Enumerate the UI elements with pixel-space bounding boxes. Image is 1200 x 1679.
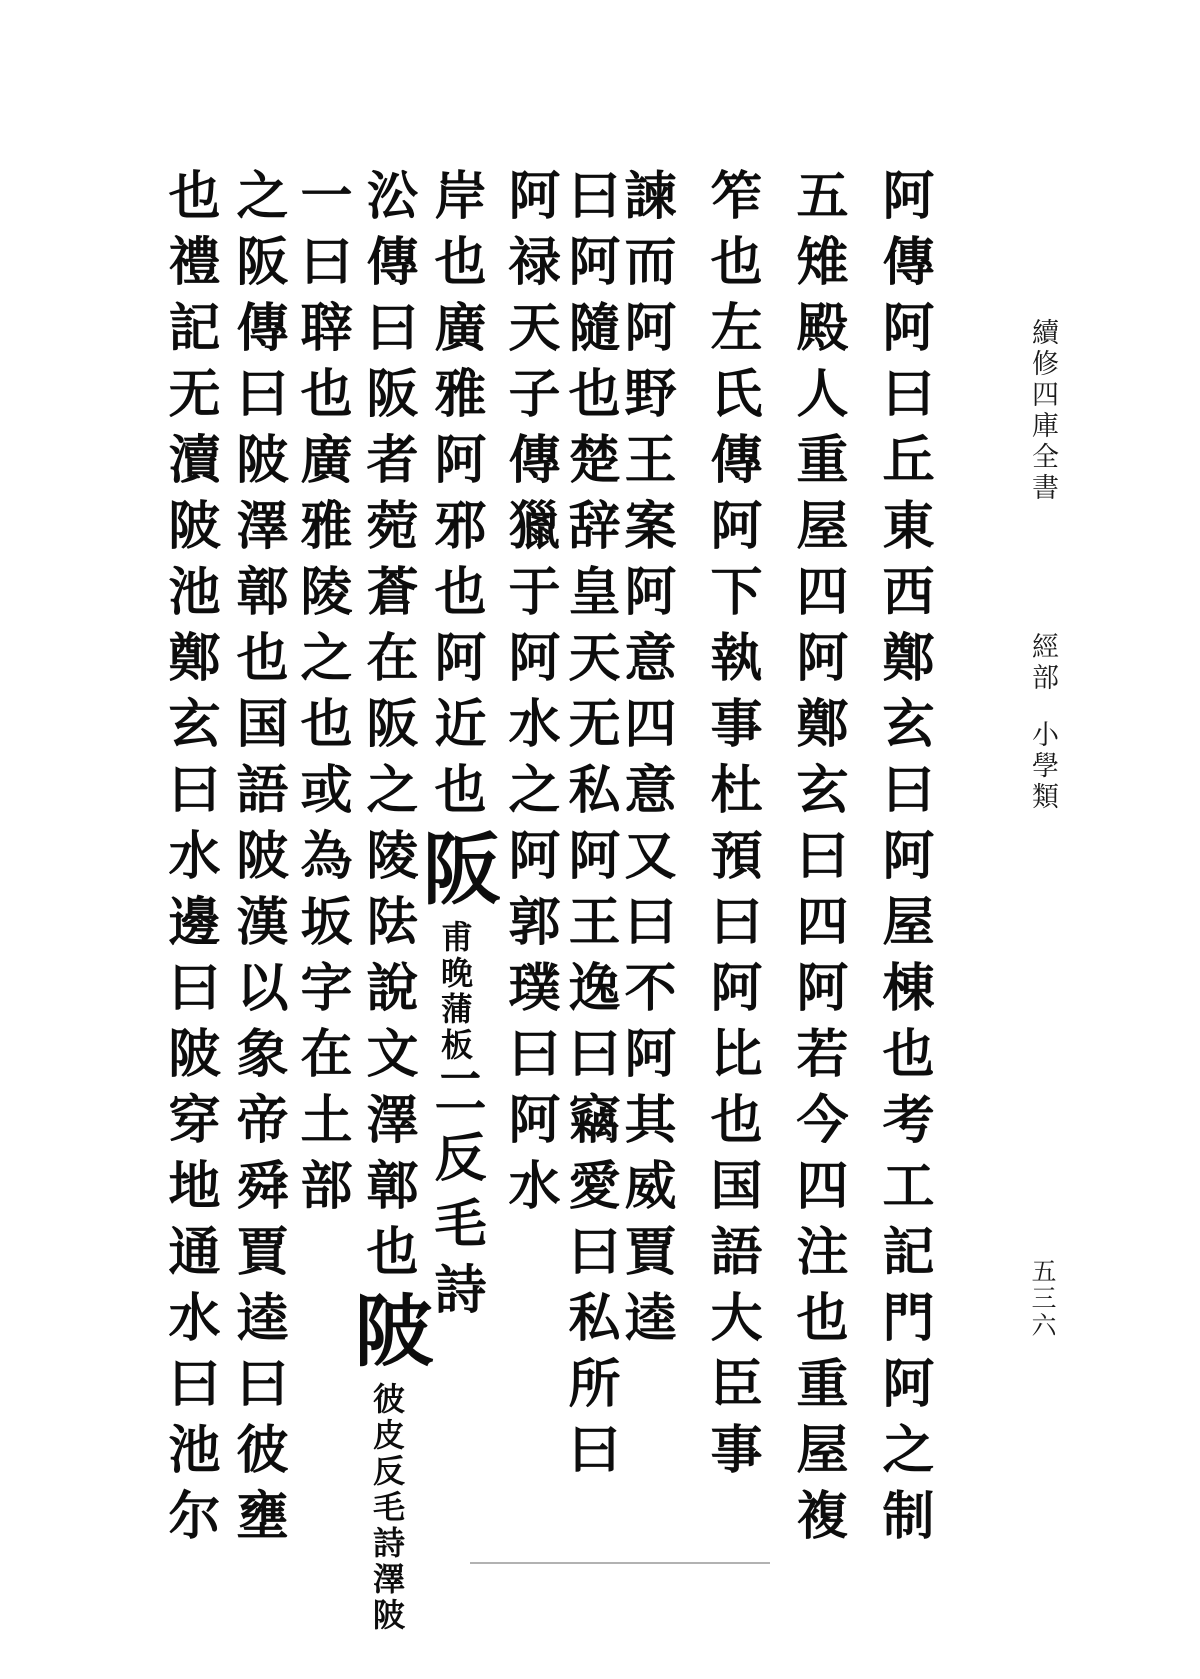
text-column-11: 也禮記无瀆陂池鄭玄曰水邊曰陂穿地通水曰池尔 [159, 168, 220, 1554]
column-7-text-before: 岸也廣雅阿邪也阿近也 [425, 168, 486, 828]
column-8-text-after: 詩澤陂 [368, 1526, 406, 1634]
column-7-text-after: 二反毛詩 [425, 1064, 486, 1328]
text-column-3: 笮也左氏傳阿下執事杜預曰阿比也国語大臣事 [701, 168, 762, 1488]
text-column-4: 諫而阿野王案阿意四意又曰不阿其威賈逵 [615, 168, 676, 1356]
text-column-9: 一曰䏁也廣雅陵之也或為坂字在土部 [291, 168, 352, 1224]
book-category-label: 小學類 [1027, 720, 1058, 813]
book-series-title: 續修四庫全書 [1027, 318, 1058, 504]
entry-head-character: 陂 [342, 1290, 433, 1382]
page-number: 五三六 [1028, 1258, 1057, 1339]
text-column-5: 曰阿隨也楚辞皇天无私阿王逸曰竊愛曰私所曰 [559, 168, 620, 1488]
entry-head-character: 阪 [410, 828, 501, 920]
text-column-1: 阿傳阿曰丘東西鄭玄曰阿屋棟也考工記門阿之制 [873, 168, 934, 1554]
text-column-10: 之阪傳曰陂澤鄣也国語陂漢以象帝舜賈逵曰彼壅 [227, 168, 288, 1554]
text-column-2: 五雉殿人重屋四阿鄭玄曰四阿若今四注也重屋複 [787, 168, 848, 1554]
text-column-8 [342, 168, 433, 1634]
column-8-pronunciation-note: 彼皮反毛 [368, 1382, 406, 1526]
text-column-6: 阿禄天子傳獵于阿水之阿郭璞曰阿水 [499, 168, 560, 1224]
page-bottom-rule [470, 1562, 770, 1564]
book-section-label: 經部 [1027, 632, 1058, 694]
column-7-pronunciation-note: 甫晚蒲板 [436, 920, 474, 1064]
column-8-text-before: 㳂傳曰阪者菀蒼在阪之陵阹說文澤鄣也 [357, 168, 418, 1290]
